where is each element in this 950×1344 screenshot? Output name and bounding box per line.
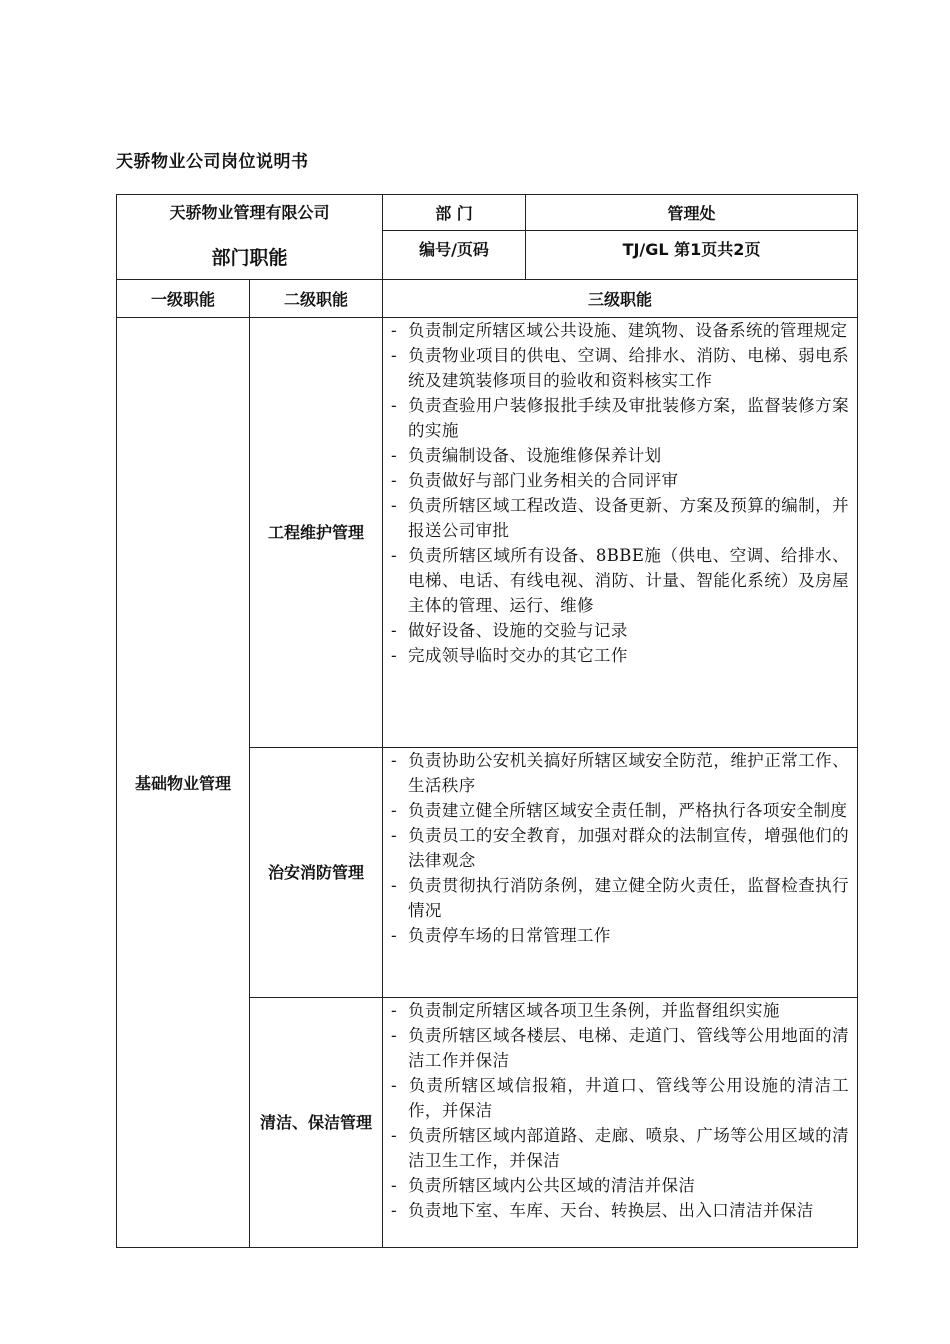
department-function-label: 部门职能 bbox=[211, 247, 288, 269]
column-header-level2: 二级职能 bbox=[250, 280, 383, 318]
column-header-level1: 一级职能 bbox=[117, 280, 250, 318]
list-item: - 负责物业项目的供电、空调、给排水、消防、电梯、弱电系统及建筑装修项目的验收和资料核实工作 bbox=[391, 346, 850, 390]
list-item: - 负责地下室、车库、天台、转换层、出入口清洁并保洁 bbox=[391, 1201, 814, 1220]
list-item: - 负责所辖区域内公共区域的清洁并保洁 bbox=[391, 1176, 696, 1195]
list-item: - 做好设备、设施的交验与记录 bbox=[391, 621, 628, 640]
list-item: - 负责员工的安全教育，加强对群众的法制宣传，增强他们的法律观念 bbox=[391, 826, 850, 870]
list-item: - 负责编制设备、设施维修保养计划 bbox=[391, 446, 662, 465]
list-item: - 负责建立健全所辖区域安全责任制，严格执行各项安全制度 bbox=[391, 801, 848, 820]
level3-function-list bbox=[383, 998, 858, 1248]
department-value: 管理处 bbox=[526, 195, 858, 231]
list-item: - 负责查验用户装修报批手续及审批装修方案，监督装修方案的实施 bbox=[391, 396, 850, 440]
code-page-value: TJ/GL 第1页共2页 bbox=[526, 231, 858, 280]
list-item: - 负责所辖区域所有设备、8BBE施（供电、空调、给排水、电梯、电话、有线电视、消防、计量、智能化系统）及房屋主体的管理、运行、维修 bbox=[391, 546, 850, 615]
list-item: - 负责做好与部门业务相关的合同评审 bbox=[391, 471, 679, 490]
list-item: - 负责协助公安机关搞好所辖区域安全防范，维护正常工作、生活秩序 bbox=[391, 751, 850, 795]
column-header-level3: 三级职能 bbox=[383, 280, 858, 318]
list-item: - 负责贯彻执行消防条例，建立健全防火责任，监督检查执行情况 bbox=[391, 876, 850, 920]
level2-function-cell: 治安消防管理 bbox=[250, 748, 383, 998]
company-name: 天骄物业管理有限公司 bbox=[169, 203, 330, 222]
list-item: - 负责所辖区域内部道路、走廊、喷泉、广场等公用区域的清洁卫生工作，并保洁 bbox=[391, 1126, 850, 1170]
level3-function-list bbox=[383, 748, 858, 998]
level2-function-cell: 清洁、保洁管理 bbox=[250, 998, 383, 1248]
job-description-table bbox=[116, 194, 858, 1248]
level2-function-cell: 工程维护管理 bbox=[250, 318, 383, 748]
list-item: - 负责制定所辖区域公共设施、建筑物、设备系统的管理规定 bbox=[391, 321, 848, 340]
level1-function-cell: 基础物业管理 bbox=[117, 318, 250, 1248]
list-item: - 负责所辖区域信报箱，井道口、管线等公用设施的清洁工作，并保洁 bbox=[391, 1076, 850, 1120]
code-page-label: 编号/页码 bbox=[383, 231, 526, 280]
company-cell bbox=[117, 195, 383, 280]
document-title: 天骄物业公司岗位说明书 bbox=[116, 152, 309, 172]
department-label: 部 门 bbox=[383, 195, 526, 231]
list-item: - 负责制定所辖区域各项卫生条例，并监督组织实施 bbox=[391, 1001, 780, 1020]
list-item: - 负责停车场的日常管理工作 bbox=[391, 926, 611, 945]
list-item: - 负责所辖区域工程改造、设备更新、方案及预算的编制，并报送公司审批 bbox=[391, 496, 850, 540]
list-item: - 完成领导临时交办的其它工作 bbox=[391, 646, 628, 665]
level3-function-list bbox=[383, 318, 858, 748]
list-item: - 负责所辖区域各楼层、电梯、走道门、管线等公用地面的清洁工作并保洁 bbox=[391, 1026, 850, 1070]
